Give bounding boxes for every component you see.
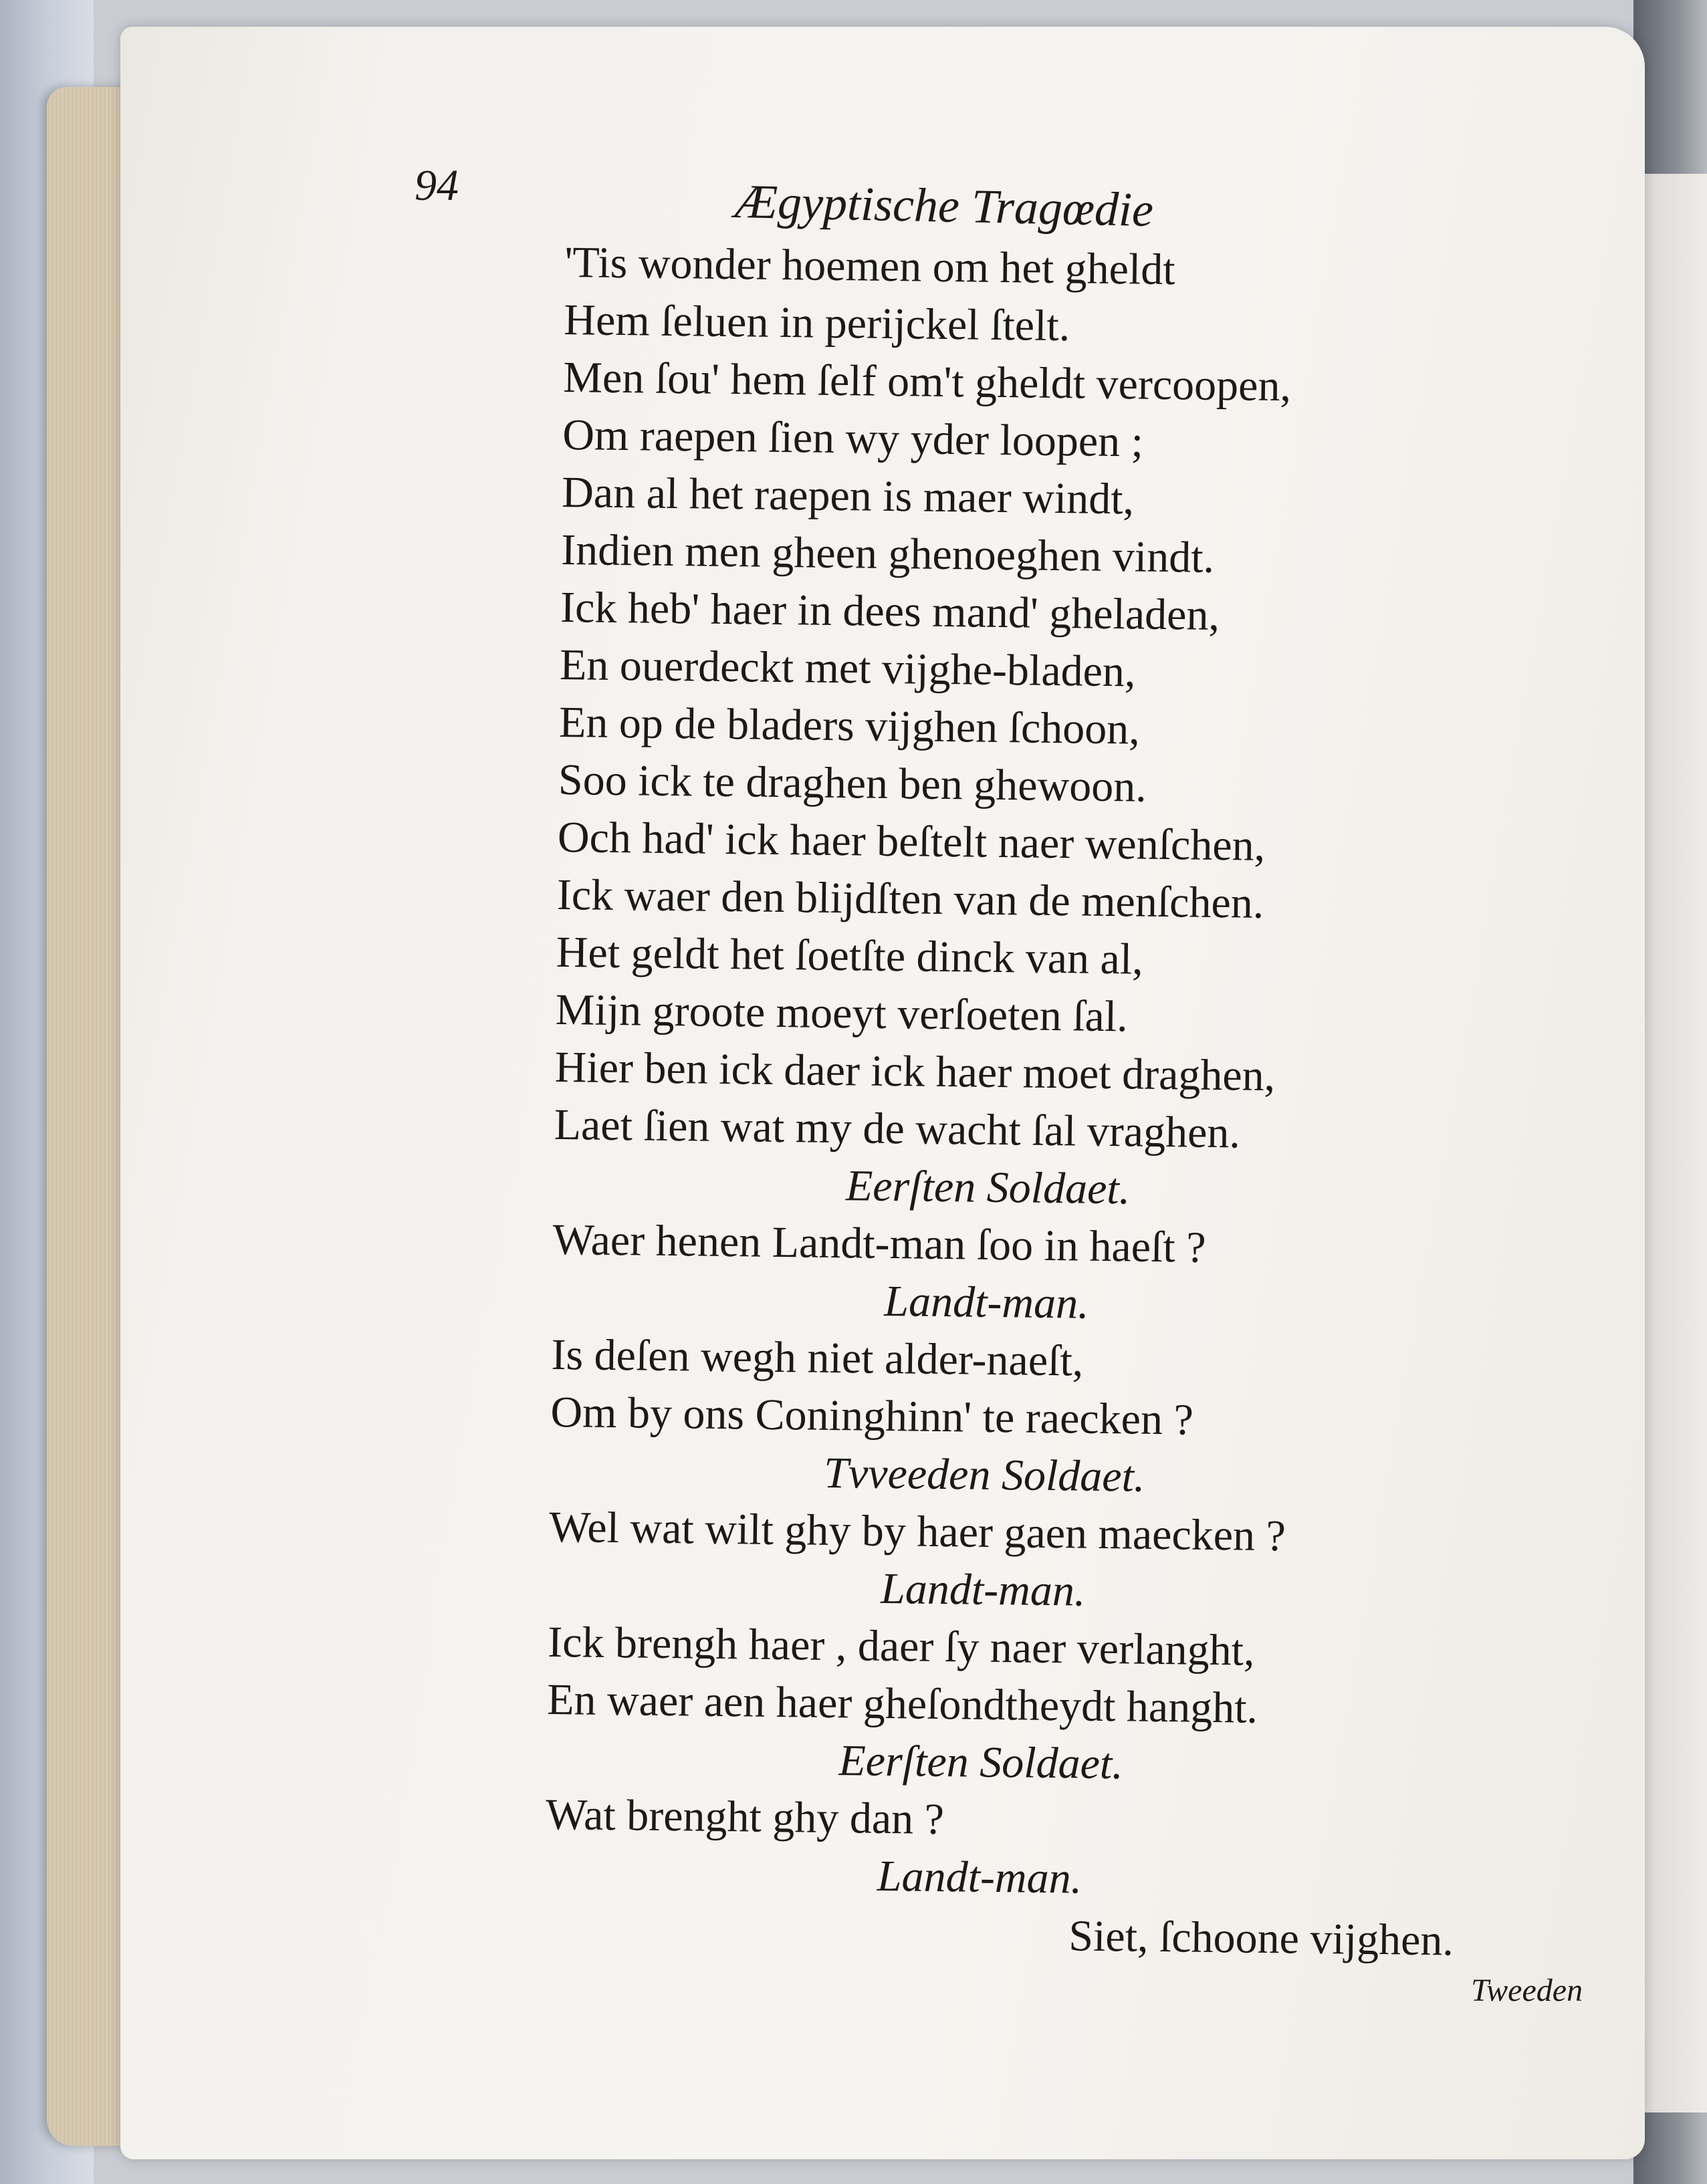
verse-line: Och had' ick haer beſtelt naer wenſchen,: [557, 812, 1266, 870]
verse-line: Ick brengh haer , daer ſy naer verlanght,: [547, 1617, 1255, 1675]
verse-line: En op de bladers vijghen ſchoon,: [558, 697, 1141, 754]
verse-line: Om by ons Coninghinn' te raecken ?: [550, 1387, 1194, 1445]
running-title: Ægyptische Tragœdie: [734, 174, 1154, 237]
verse-line: Hier ben ick daer ick haer moet draghen,: [554, 1042, 1276, 1101]
page-number: 94: [415, 161, 459, 210]
speaker-label: Eerſten Soldaet.: [845, 1161, 1131, 1214]
verse-line: Waer henen Landt-man ſoo in haeſt ?: [552, 1215, 1206, 1272]
verse-line: Soo ick te draghen ben ghewoon.: [558, 755, 1147, 812]
speaker-label: Landt-man.: [877, 1851, 1083, 1903]
verse-line: En ouerdeckt met vijghe-bladen,: [559, 640, 1136, 697]
verse-line: Ick waer den blijdſten van de menſchen.: [556, 870, 1264, 928]
verse-line: Wel wat wilt ghy by haer gaen maecken ?: [548, 1502, 1286, 1561]
page-header: [415, 160, 1351, 247]
verse-line: 'Tis wonder hoemen om het gheldt: [564, 237, 1176, 295]
speaker-label: Landt-man.: [883, 1276, 1090, 1328]
verse-line: Laet ſien wat my de wacht ſal vraghen.: [554, 1100, 1241, 1158]
verse-line: Dan al het raepen is maer windt,: [561, 467, 1135, 524]
verse-line: Hem ſeluen in perijckel ſtelt.: [563, 295, 1070, 351]
speaker-label: Landt-man.: [880, 1564, 1086, 1616]
verse-line: Mijn groote moeyt verſoeten ſal.: [555, 985, 1129, 1042]
verse-line: Men ſou' hem ſelf om't gheldt vercoopen,: [562, 352, 1292, 411]
speaker-label: Tvveeden Soldaet.: [823, 1448, 1145, 1501]
verse-line: Siet, ſchoone vijghen.: [1068, 1911, 1454, 1965]
verse-line: En waer aen haer gheſondtheydt hanght.: [546, 1675, 1258, 1733]
catchword: Tweeden: [1471, 1973, 1583, 2008]
verse-line: Is deſen wegh niet alder-naeſt,: [551, 1330, 1084, 1386]
verse-line: Ick heb' haer in dees mand' gheladen,: [560, 582, 1220, 640]
verse-line: Indien men gheen ghenoeghen vindt.: [560, 525, 1215, 582]
verse-line: Om raepen ſien wy yder loopen ;: [562, 410, 1144, 467]
speaker-label: Eerſten Soldaet.: [838, 1736, 1124, 1789]
verse-block: [544, 234, 1474, 1969]
verse-line: Het geldt het ſoetſte dinck van al,: [556, 927, 1144, 984]
verse-line: Wat brenght ghy dan ?: [545, 1790, 945, 1844]
